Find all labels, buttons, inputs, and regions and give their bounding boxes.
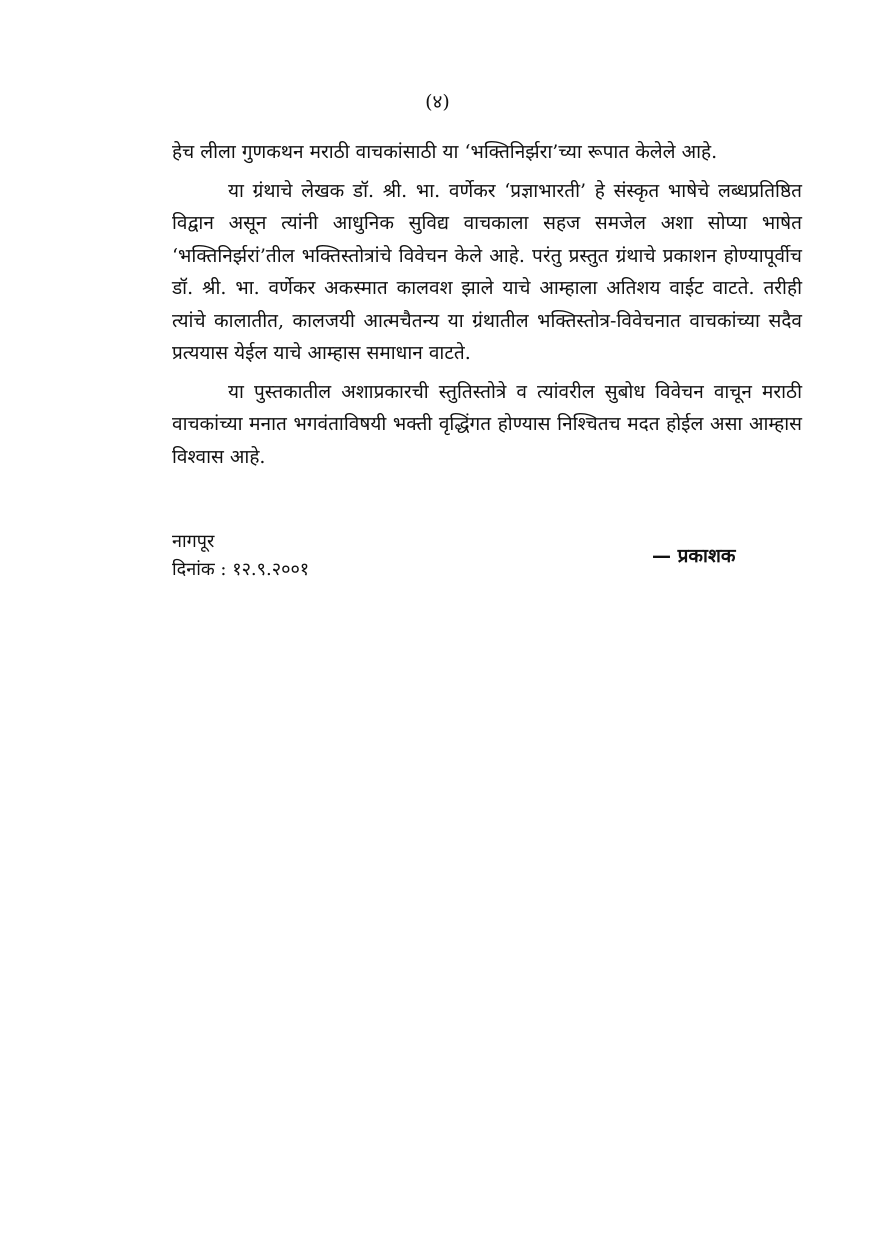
paragraph-intro: हेच लीला गुणकथन मराठी वाचकांसाठी या ‘भक्तिनिर्झरा’च्या रूपात केलेले आहे. bbox=[172, 141, 718, 163]
footer-place: नागपूर bbox=[172, 531, 215, 552]
paragraph-conclusion: या पुस्तकातील अशाप्रकारची स्तुतिस्तोत्रे व त्यांवरील सुबोध विवेचन वाचून मराठी वाचकांच्या मनात भगवंताविषयी भक्ती वृद्धिंगत होण्यास निश्चितच मदत होईल असा आम्हास विश्वास आहे. bbox=[172, 380, 802, 468]
body-text bbox=[172, 136, 802, 479]
footer-date: दिनांक : १२.९.२००१ bbox=[172, 559, 310, 580]
publisher-signature: — प्रकाशक bbox=[652, 545, 736, 567]
footer-place-date bbox=[172, 528, 309, 584]
page-number: (४) bbox=[425, 91, 450, 113]
paragraph-author: या ग्रंथाचे लेखक डॉ. श्री. भा. वर्णेकर ‘प्रज्ञाभारती’ हे संस्कृत भाषेचे लब्धप्रतिष्ठित विद्वान असून त्यांनी आधुनिक सुविद्य वाचकाला सहज समजेल अशा सोप्या भाषेत ‘भक्तिनिर्झरां’तील भक्तिस्तोत्रांचे विवेचन केले आहे. परंतु प्रस्तुत ग्रंथाचे प्रकाशन होण्यापूर्वीच डॉ. श्री. भा. वर्णेकर अकस्मात कालवश झाले याचे आम्हाला अतिशय वाईट वाटते. तरीही त्यांचे कालातीत, कालजयी आत्मचैतन्य या ग्रंथातील भक्तिस्तोत्र-विवेचनात वाचकांच्या सदैव प्रत्ययास येईल याचे आम्हास समाधान वाटते. bbox=[172, 179, 802, 364]
